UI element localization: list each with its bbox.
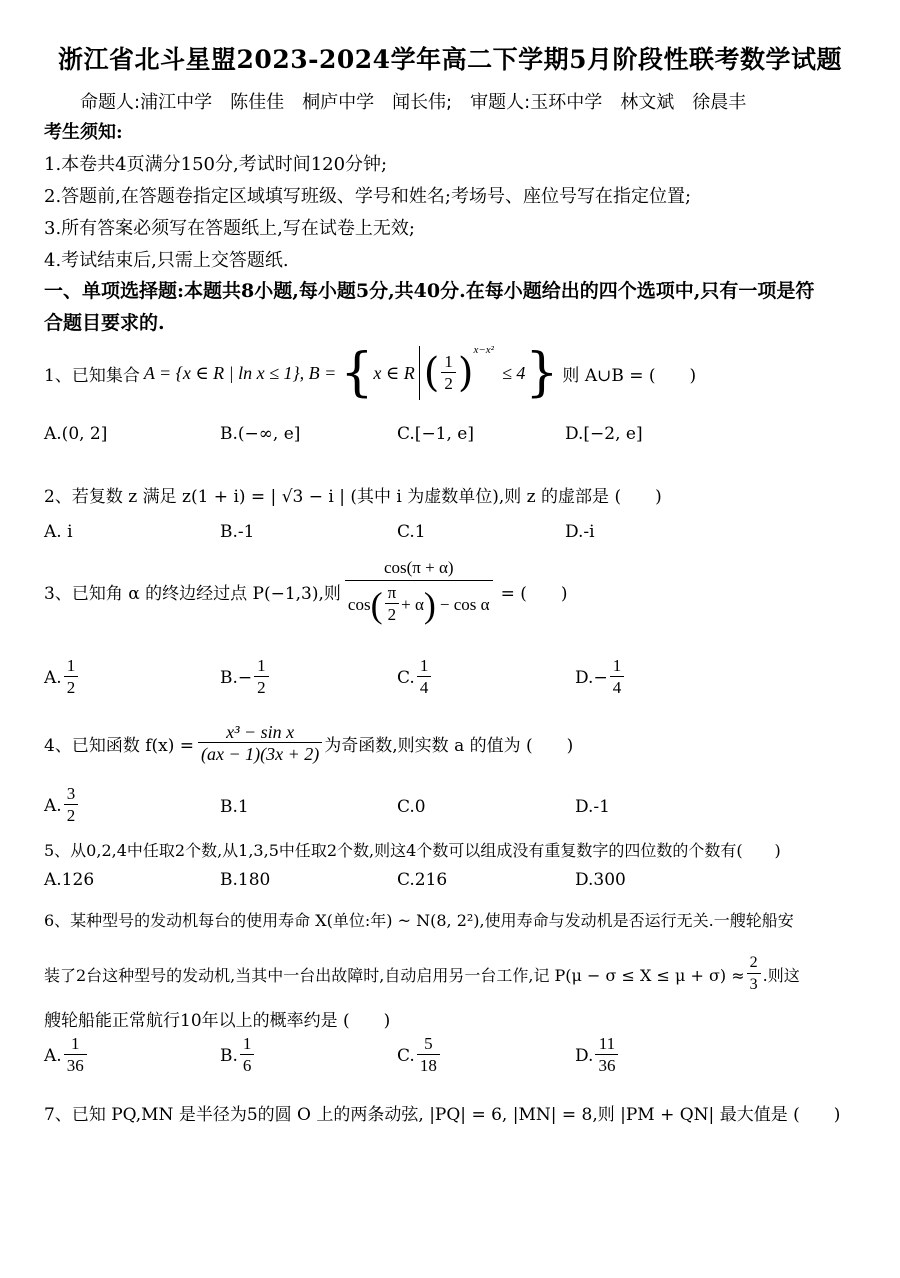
question-6-line-3: 艘轮船能正常航行10年以上的概率约是 ( ) [44, 1011, 391, 1031]
q6-frac-num: 2 [749, 953, 758, 971]
q6-option-d[interactable] [575, 1034, 620, 1077]
q4-function-fraction [198, 722, 322, 765]
q4-option-a-num: 3 [66, 784, 76, 803]
q3-option-d-num: 1 [612, 656, 622, 675]
q4-option-b[interactable]: B.1 [220, 797, 249, 817]
q2-option-a[interactable]: A. i [44, 522, 73, 542]
q3-option-a[interactable] [44, 656, 80, 699]
section-heading-line-2: 合题目要求的. [44, 312, 165, 334]
q3-den-frac-num: π [387, 583, 397, 602]
q6-option-d-label: D. [575, 1045, 594, 1066]
q3-option-a-fraction [64, 656, 79, 699]
q3-option-b-sign: − [237, 667, 253, 688]
q3-option-b-fraction [254, 656, 269, 699]
q1-divider [419, 346, 420, 400]
notice-item-4: 4.考试结束后,只需上交答题纸. [44, 250, 289, 271]
exam-title: 浙江省北斗星盟2023-2024学年高二下学期5月阶段性联考数学试题 [58, 45, 842, 74]
q3-option-c-num: 1 [419, 656, 429, 675]
q1-option-d[interactable]: D.[−2, e] [565, 424, 643, 444]
q3-option-a-num: 1 [66, 656, 76, 675]
q3-prefix: 3、已知角 α 的终边经过点 P(−1,3),则 [44, 583, 341, 604]
q2-option-d[interactable]: D.-i [565, 522, 595, 542]
q3-paren-close-icon: ) [423, 584, 436, 625]
q2-option-c[interactable]: C.1 [397, 522, 426, 542]
q3-denominator [345, 580, 493, 626]
q5-option-c[interactable]: C.216 [397, 870, 448, 890]
q1-base-num: 1 [444, 351, 453, 371]
q3-option-c-label: C. [397, 667, 415, 688]
q6-option-c[interactable] [397, 1034, 442, 1077]
q4-option-c[interactable]: C.0 [397, 797, 426, 817]
notice-item-3: 3.所有答案必须写在答题纸上,写在试卷上无效; [44, 218, 415, 239]
q2-option-b[interactable]: B.-1 [220, 522, 255, 542]
q6-option-c-fraction [417, 1034, 440, 1077]
notice-item-1: 1.本卷共4页满分150分,考试时间120分钟; [44, 154, 388, 175]
q3-den-frac-den: 2 [385, 603, 400, 626]
q3-main-fraction [345, 556, 493, 626]
q3-option-c-den: 4 [417, 676, 432, 699]
q6-option-d-num: 11 [598, 1034, 616, 1053]
q3-option-b[interactable] [220, 656, 271, 699]
q4-prefix: 4、已知函数 f(x) = [44, 735, 195, 756]
q1-paren-close-icon: ) [457, 350, 474, 396]
q1-right-brace-icon: } [525, 343, 559, 403]
q3-paren-open-icon: ( [370, 584, 383, 625]
question-5-stem: 5、从0,2,4中任取2个数,从1,3,5中任取2个数,则这4个数可以组成没有重复数字的四位数的个数有( ) [44, 841, 781, 860]
q6-option-b[interactable] [220, 1034, 256, 1077]
q1-exponent: x−x² [473, 344, 494, 356]
q6-option-d-fraction [595, 1034, 618, 1077]
q3-option-d-sign: − [593, 667, 608, 688]
q3-option-d-den: 4 [610, 676, 625, 699]
q3-option-a-den: 2 [64, 676, 79, 699]
question-6-line-1: 6、某种型号的发动机每台的使用寿命 X(单位:年) ~ N(8, 2²),使用寿命与发动机是否运行无关.一艘轮船安 [44, 911, 794, 930]
q1-base-den: 2 [441, 372, 456, 395]
section-heading-line-1: 一、单项选择题:本题共8小题,每小题5分,共40分.在每小题给出的四个选项中,只有一项是符 [44, 280, 815, 302]
q1-option-b[interactable]: B.(−∞, e] [220, 424, 301, 444]
q3-option-d-label: D. [575, 667, 594, 688]
q3-option-b-den: 2 [254, 676, 269, 699]
q4-numerator: x³ − sin x [226, 721, 295, 742]
question-7-stem: 7、已知 PQ,MN 是半径为5的圆 O 上的两条动弦, |PQ| = 6, |MN| = 8,则 |PM + QN| 最大值是 ( ) [44, 1105, 841, 1125]
q4-tail: 为奇函数,则实数 a 的值为 ( ) [324, 735, 574, 756]
q1-set-b-left: x ∈ R [373, 362, 415, 383]
question-6-line-2 [44, 950, 800, 998]
q6-option-b-den: 6 [240, 1054, 255, 1077]
q1-left-brace-icon: { [340, 343, 374, 403]
q6-option-c-num: 5 [424, 1034, 433, 1053]
q6-option-a-fraction [64, 1034, 87, 1077]
q1-set-b-right: ≤ 4 [501, 362, 526, 383]
question-4-stem [44, 718, 573, 768]
q3-den-cos: cos [347, 594, 371, 614]
q6-option-a-label: A. [44, 1045, 62, 1066]
q6-frac-den: 3 [747, 973, 761, 996]
question-3-stem [44, 558, 568, 625]
q5-option-d[interactable]: D.300 [575, 870, 626, 890]
q3-option-c[interactable] [397, 656, 433, 699]
q6-line2-prefix: 装了2台这种型号的发动机,当其中一台出故障时,自动启用另一台工作,记 P(μ − σ ≤ X ≤ μ + σ) ≈ [44, 965, 745, 985]
q6-option-d-den: 36 [595, 1054, 618, 1077]
q3-tail: = ( ) [500, 583, 568, 604]
q1-option-a[interactable]: A.(0, 2] [44, 424, 108, 444]
q3-option-d[interactable] [575, 656, 626, 699]
q1-paren-open-icon: ( [423, 350, 440, 396]
q4-option-a-den: 2 [64, 804, 79, 827]
q1-base-fraction [441, 352, 456, 395]
q5-option-b[interactable]: B.180 [220, 870, 271, 890]
question-2-stem: 2、若复数 z 满足 z(1 + i) = | √3 − i | (其中 i 为虚数单位),则 z 的虚部是 ( ) [44, 487, 662, 507]
q4-denominator: (ax − 1)(3x + 2) [198, 742, 322, 765]
q1-prefix: 1、已知集合 [44, 365, 140, 386]
q4-option-a[interactable] [44, 784, 80, 827]
q3-numerator: cos(π + α) [383, 558, 454, 577]
q4-option-a-fraction [64, 784, 79, 827]
authors-line: 命题人:浦江中学 陈佳佳 桐庐中学 闻长伟; 审题人:玉环中学 林文斌 徐晨丰 [80, 92, 747, 113]
q4-option-d[interactable]: D.-1 [575, 797, 610, 817]
q6-option-b-label: B. [220, 1045, 238, 1066]
q1-tail: 则 A∪B = ( ) [562, 365, 697, 386]
q3-option-b-label: B. [220, 667, 238, 688]
q6-option-a-den: 36 [64, 1054, 87, 1077]
q6-option-a[interactable] [44, 1034, 89, 1077]
q4-option-a-label: A. [44, 795, 62, 816]
q3-option-c-fraction [417, 656, 432, 699]
q1-option-c[interactable]: C.[−1, e] [397, 424, 474, 444]
q3-option-a-label: A. [44, 667, 62, 688]
q6-line2-tail: .则这 [762, 965, 800, 985]
notice-heading: 考生须知: [44, 122, 123, 143]
q5-option-a[interactable]: A.126 [44, 870, 95, 890]
q3-den-suffix: + α [401, 594, 424, 614]
q3-den-tail: − cos α [439, 594, 490, 614]
q3-den-fraction [385, 583, 400, 626]
q6-option-c-den: 18 [417, 1054, 440, 1077]
q1-set-a: A = {x ∈ R | ln x ≤ 1}, B = [143, 362, 337, 383]
q3-option-d-fraction [610, 656, 625, 699]
q3-option-b-num: 1 [257, 656, 266, 675]
notice-item-2: 2.答题前,在答题卷指定区域填写班级、学号和姓名;考场号、座位号写在指定位置; [44, 186, 692, 207]
q6-option-a-num: 1 [70, 1034, 80, 1053]
question-1-stem [44, 342, 696, 404]
q6-option-b-fraction [240, 1034, 255, 1077]
q6-option-c-label: C. [397, 1045, 415, 1066]
q6-option-b-num: 1 [242, 1034, 252, 1053]
q6-fraction [747, 953, 761, 996]
